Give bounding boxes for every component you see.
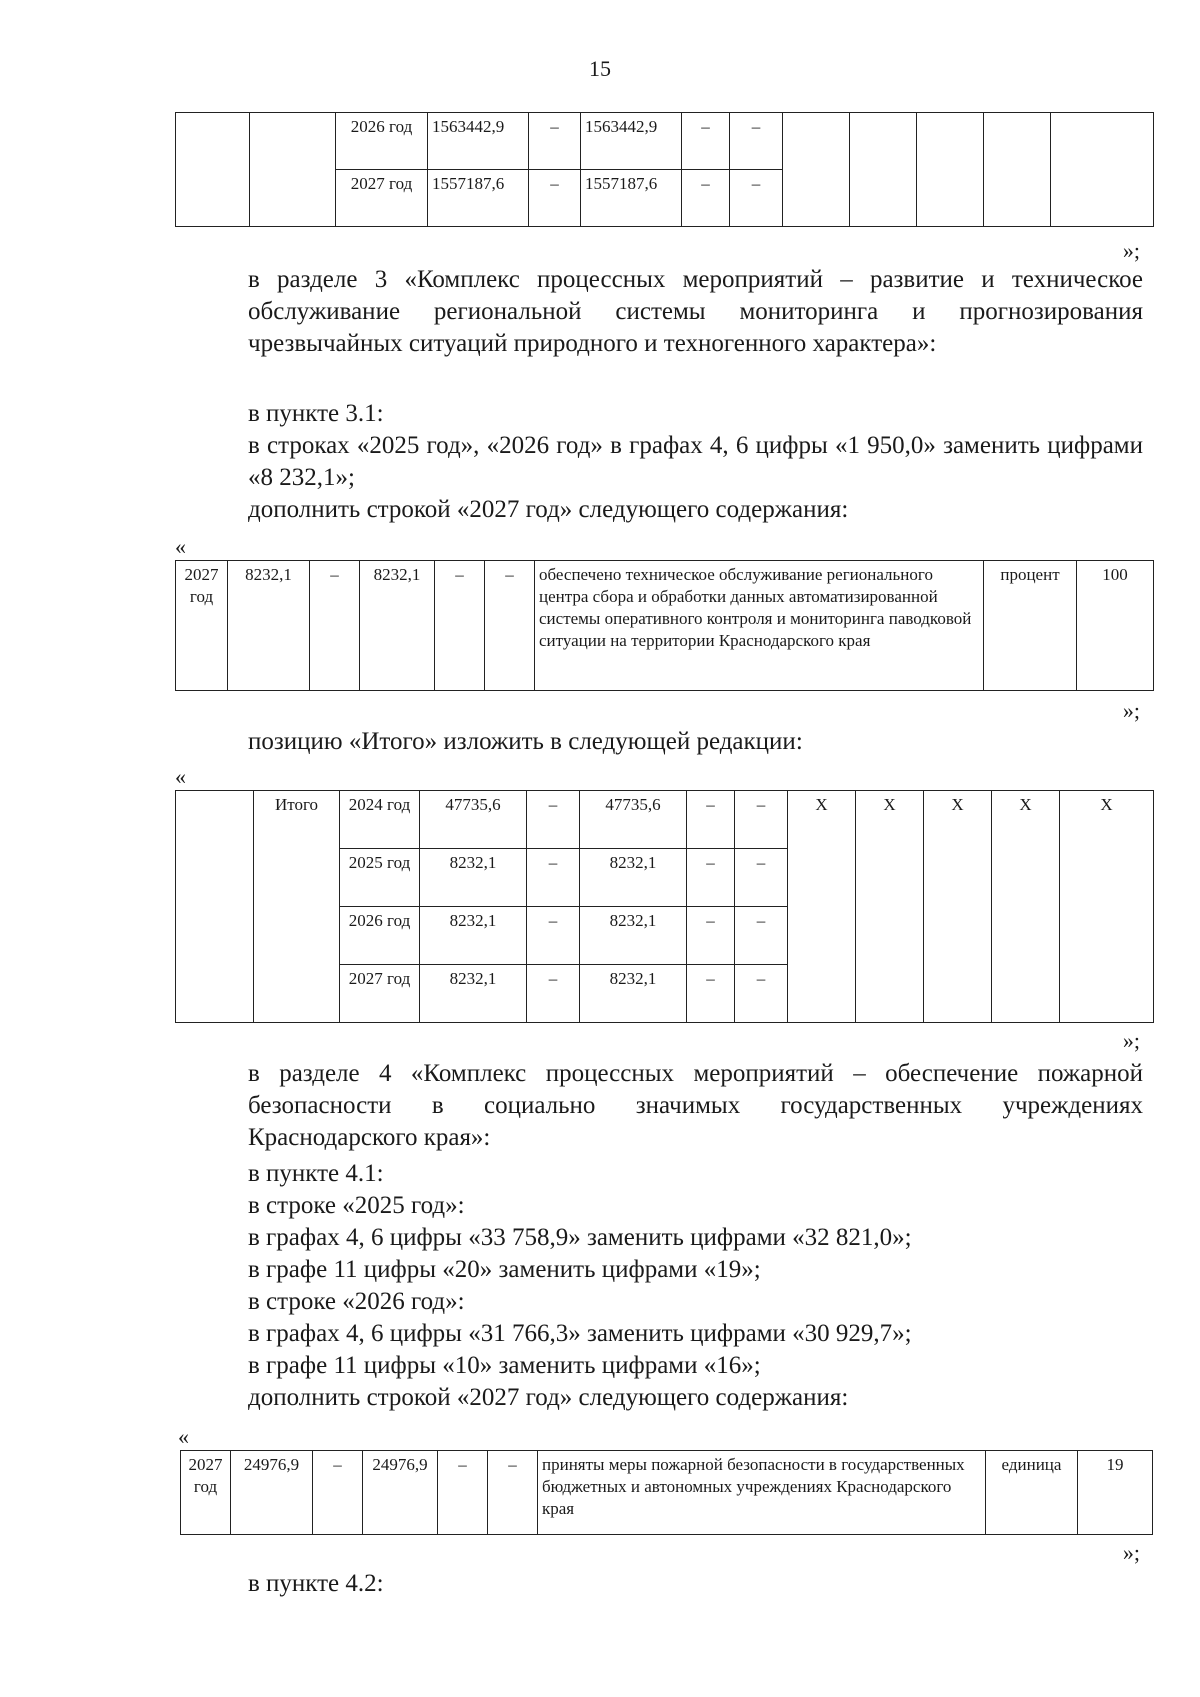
mun-cell: –	[435, 561, 485, 691]
section3-intro: в разделе 3 «Комплекс процессных мероприятий – развитие и техническое обслуживание региональной системы мониторинга и прогнозирования чрезвычайных ситуаций природного и техногенного характера»:	[248, 266, 1143, 357]
year-cell: 2026 год	[336, 113, 428, 170]
page-number: 15	[589, 56, 611, 81]
open-quote: «	[175, 764, 186, 789]
year-cell: 2026 год	[340, 907, 420, 965]
mun-cell: –	[438, 1451, 488, 1535]
reg-cell: 47735,6	[580, 791, 687, 849]
result-cell: приняты меры пожарной безопасности в государственных бюджетных и автономных учреждениях Краснодарского края	[538, 1451, 986, 1535]
reg-cell: 24976,9	[363, 1451, 438, 1535]
x-mark: X	[856, 791, 924, 1023]
itogo-label: Итого	[254, 791, 340, 1023]
extra-cell: –	[735, 965, 788, 1023]
total-cell: 8232,1	[420, 965, 527, 1023]
section4-line: дополнить строкой «2027 год» следующего содержания:	[248, 1384, 849, 1411]
mun-cell: –	[687, 849, 735, 907]
section4-line: в графе 11 цифры «20» заменить цифрами «19»;	[248, 1256, 761, 1283]
fed-cell: –	[310, 561, 360, 691]
section3-line2: в строках «2025 год», «2026 год» в графах 4, 6 цифры «1 950,0» заменить цифрами «8 232,1»;	[248, 432, 1143, 491]
section4-line: в графах 4, 6 цифры «33 758,9» заменить цифрами «32 821,0»;	[248, 1224, 912, 1251]
close-quote: »;	[1122, 238, 1140, 263]
year-cell: 2027 год	[340, 965, 420, 1023]
table-4-1-row	[180, 1450, 1153, 1535]
x-mark: X	[992, 791, 1060, 1023]
total-cell: 8232,1	[420, 849, 527, 907]
extra-cell: –	[735, 791, 788, 849]
mun-cell: –	[687, 965, 735, 1023]
final-line: в пункте 4.2:	[248, 1570, 384, 1597]
extra-cell: –	[730, 113, 783, 170]
year-cell: 2025 год	[340, 849, 420, 907]
continuation-table	[175, 112, 1154, 227]
mun-cell: –	[687, 791, 735, 849]
fed-cell: –	[527, 849, 580, 907]
open-quote: «	[175, 534, 186, 559]
mun-cell: –	[687, 907, 735, 965]
fed-cell: –	[527, 965, 580, 1023]
extra-cell: –	[488, 1451, 538, 1535]
table-3-1-row	[175, 560, 1154, 691]
unit-cell: процент	[984, 561, 1077, 691]
reg-cell: 8232,1	[580, 907, 687, 965]
section4-intro: в разделе 4 «Комплекс процессных мероприятий – обеспечение пожарной безопасности в социально значимых государственных учреждениях Краснодарского края»:	[248, 1060, 1143, 1151]
reg-cell: 1563442,9	[581, 113, 682, 170]
total-cell: 8232,1	[228, 561, 310, 691]
extra-cell: –	[735, 907, 788, 965]
section4-line: в строке «2025 год»:	[248, 1192, 465, 1219]
value-cell: 19	[1078, 1451, 1153, 1535]
year-cell: 2027 год	[336, 170, 428, 227]
fed-cell: –	[529, 170, 581, 227]
total-cell: 1557187,6	[428, 170, 529, 227]
section4-line: в графах 4, 6 цифры «31 766,3» заменить цифрами «30 929,7»;	[248, 1320, 912, 1347]
unit-cell: единица	[986, 1451, 1078, 1535]
close-quote: »;	[1122, 1028, 1140, 1053]
mun-cell: –	[682, 113, 730, 170]
result-cell: обеспечено техническое обслуживание регионального центра сбора и обработки данных автоматизированной системы оперативного контроля и мониторинга паводковой ситуации на территории Краснодарского края	[535, 561, 984, 691]
itogo-intro: позицию «Итого» изложить в следующей редакции:	[248, 728, 803, 755]
year-cell: 2024 год	[340, 791, 420, 849]
section3-line3: дополнить строкой «2027 год» следующего содержания:	[248, 496, 849, 523]
fed-cell: –	[527, 791, 580, 849]
fed-cell: –	[313, 1451, 363, 1535]
year-cell: 2027 год	[176, 561, 228, 691]
reg-cell: 8232,1	[580, 965, 687, 1023]
mun-cell: –	[682, 170, 730, 227]
x-mark: X	[1060, 791, 1154, 1023]
total-cell: 8232,1	[420, 907, 527, 965]
fed-cell: –	[529, 113, 581, 170]
section4-line: в графе 11 цифры «10» заменить цифрами «16»;	[248, 1352, 761, 1379]
table-cell	[176, 113, 250, 227]
x-mark: X	[924, 791, 992, 1023]
reg-cell: 8232,1	[580, 849, 687, 907]
close-quote: »;	[1122, 1540, 1140, 1565]
fed-cell: –	[527, 907, 580, 965]
reg-cell: 8232,1	[360, 561, 435, 691]
total-cell: 24976,9	[231, 1451, 313, 1535]
open-quote: «	[178, 1424, 189, 1449]
year-cell: 2027 год	[181, 1451, 231, 1535]
x-mark: X	[788, 791, 856, 1023]
extra-cell: –	[735, 849, 788, 907]
section3-line1: в пункте 3.1:	[248, 400, 384, 427]
extra-cell: –	[485, 561, 535, 691]
section4-line: в строке «2026 год»:	[248, 1288, 465, 1315]
total-cell: 47735,6	[420, 791, 527, 849]
table-cell	[250, 113, 336, 227]
total-cell: 1563442,9	[428, 113, 529, 170]
reg-cell: 1557187,6	[581, 170, 682, 227]
itogo-table	[175, 790, 1154, 1023]
value-cell: 100	[1077, 561, 1154, 691]
extra-cell: –	[730, 170, 783, 227]
close-quote: »;	[1122, 698, 1140, 723]
section4-line: в пункте 4.1:	[248, 1160, 384, 1187]
